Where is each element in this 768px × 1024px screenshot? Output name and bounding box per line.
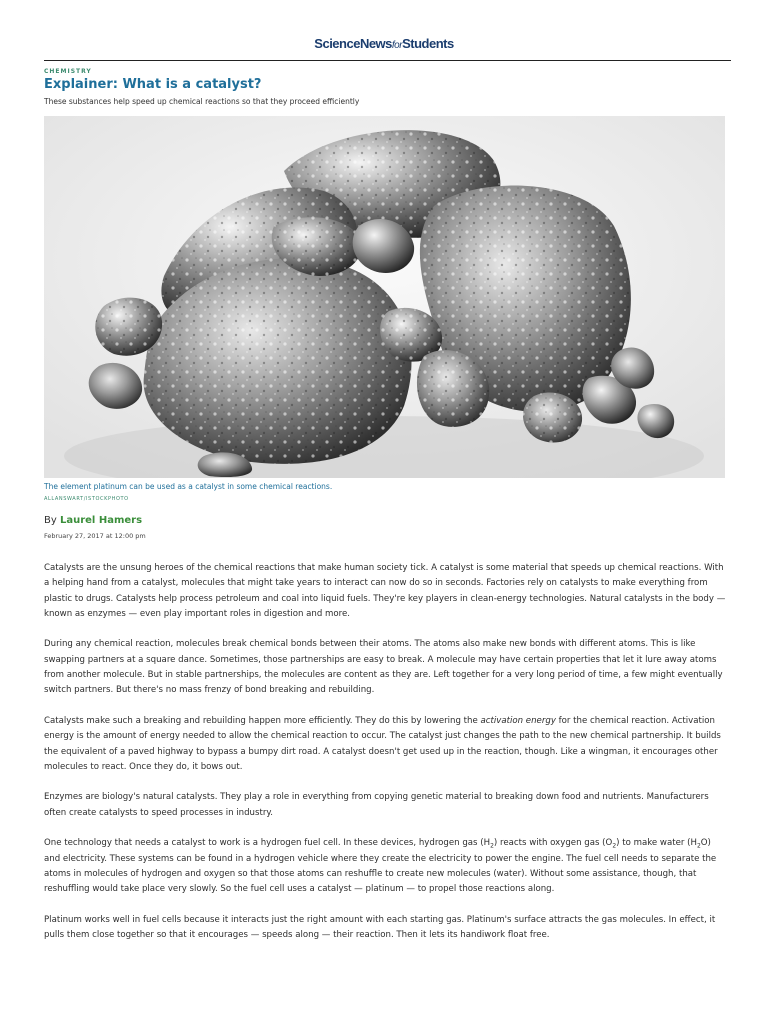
- header-divider: [44, 60, 731, 61]
- category-label[interactable]: CHEMISTRY: [44, 68, 92, 75]
- activation-energy-term: activation energy: [480, 715, 556, 726]
- paragraph-3: [44, 714, 726, 775]
- paragraph-3-text-a: Catalysts make such a breaking and rebuilding happen more efficiently. They do this by lowering the: [44, 715, 481, 726]
- site-logo[interactable]: [0, 36, 768, 51]
- publish-date: February 27, 2017 at 12:00 pm: [44, 532, 146, 540]
- logo-for: for: [391, 40, 403, 51]
- paragraph-5: [44, 836, 726, 897]
- image-credit: ALLANSWART/ISTOCKPHOTO: [44, 496, 129, 502]
- paragraph-5-text-a: One technology that needs a catalyst to work is a hydrogen fuel cell. In these devices, hydrogen gas (H: [44, 838, 491, 849]
- paragraph-3-text-b: for the chemical reaction. Activation energy is the amount of energy needed to allow the chemical reaction to occur. The catalyst just changes the path to the new chemical partnership. It builds the equivalent of a paved highway to bypass a bumpy dirt road. A catalyst doesn't get used up in the reaction, though. Like a wingman, it encourages other molecules to react. Once they do, it bows out.: [44, 715, 721, 772]
- byline: [44, 515, 142, 526]
- author-link[interactable]: Laurel Hamers: [59, 515, 143, 526]
- logo-students: Students: [402, 36, 454, 51]
- platinum-nuggets-illustration: [44, 116, 725, 478]
- byline-prefix: By: [44, 515, 60, 526]
- article-dek: These substances help speed up chemical reactions so that they proceed efficiently: [44, 97, 360, 106]
- paragraph-5-text-d: O) and electricity. These systems can be found in a hydrogen vehicle where they create the electricity to power the engine. The fuel cell needs to separate the atoms in molecules of hydrogen and oxygen so that those atoms can reshuffle to create new molecules (water). Without some assistance, though, that reshuffling would take place very slowly. So the fuel cell uses a catalyst — platinum — to propel those reactions along.: [44, 838, 717, 895]
- article-title: Explainer: What is a catalyst?: [44, 77, 262, 92]
- paragraph-4: Enzymes are biology's natural catalysts. They play a role in everything from copying genetic material to breaking down food and nutrients. Manufacturers often create catalysts to speed processes in industry.: [44, 792, 709, 818]
- paragraph-5-text-b: ) reacts with oxygen gas (O: [493, 838, 613, 849]
- subscript-h2: 2: [490, 843, 494, 851]
- paragraph-6: Platinum works well in fuel cells because it interacts just the right amount with each starting gas. Platinum's surface attracts the gas molecules. In effect, it pulls them close together so that it encourages — speeds along — their reaction. Then it lets its handiwork float free.: [44, 914, 716, 941]
- subscript-o2: 2: [612, 843, 617, 851]
- article-body: [44, 561, 726, 959]
- paragraph-1: Catalysts are the unsung heroes of the chemical reactions that make human society tick. A catalyst is some material that speeds up chemical reactions. With a helping hand from a catalyst, molecules that might take years to interact can now do so in seconds. Factories rely on catalysts to make everything from plastic to drugs. Catalysts help process petroleum and coal into liquid fuels. They're key players in clean-energy technologies. Natural catalysts in the body — known as enzymes — even play important roles in digestion and more.: [44, 563, 726, 619]
- hero-image-platinum: [44, 116, 725, 478]
- paragraph-5-text-c: ) to make water (H: [616, 838, 697, 849]
- paragraph-2: During any chemical reaction, molecules break chemical bonds between their atoms. The atoms also make new bonds with different atoms. This is like swapping partners at a square dance. Sometimes, those partnerships are easy to break. A molecule may have certain properties that let it lure away atoms from another molecule. But in stable partnerships, the molecules are content as they are. Left together for a very long period of time, a few might eventually switch partners. But there's no mass frenzy of bond breaking and rebuilding.: [44, 639, 723, 696]
- image-caption: The element platinum can be used as a catalyst in some chemical reactions.: [44, 482, 333, 491]
- logo-science-news: ScienceNews: [314, 36, 392, 51]
- subscript-h2o: 2: [696, 843, 701, 851]
